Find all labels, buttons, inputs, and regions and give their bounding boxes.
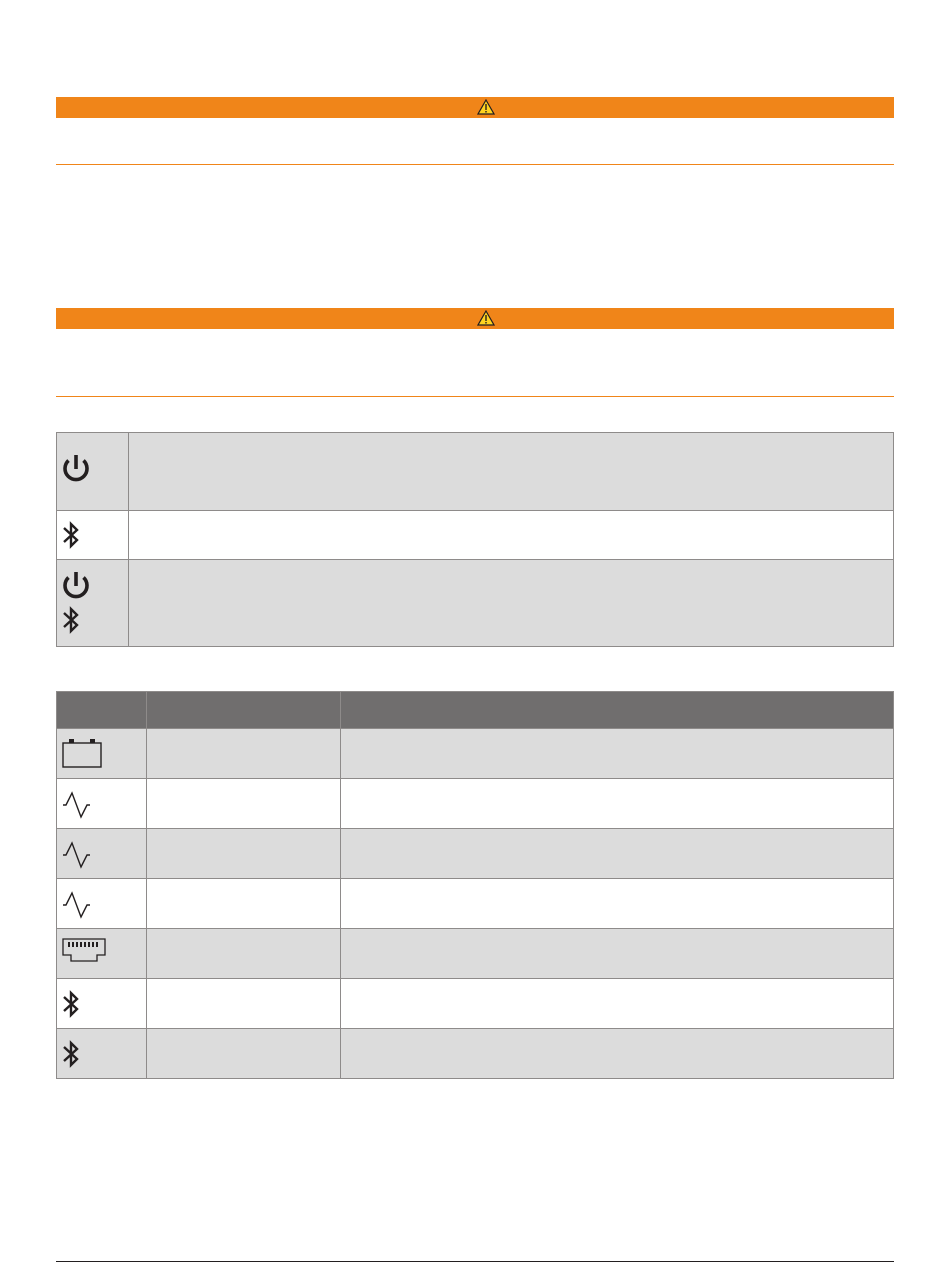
signal-wave-icon [57, 779, 146, 828]
table-row [57, 1029, 894, 1079]
name-cell [147, 1029, 341, 1079]
table-row [57, 929, 894, 979]
warning-banner [56, 308, 894, 329]
header-cell [147, 692, 341, 729]
table-header-row [57, 692, 894, 729]
description-cell [341, 829, 894, 879]
bluetooth-icon [57, 1029, 146, 1078]
description-cell [129, 511, 894, 560]
header-cell [341, 692, 894, 729]
description-cell [341, 729, 894, 779]
table-row [57, 829, 894, 879]
footer-divider [56, 1261, 894, 1262]
description-cell [341, 779, 894, 829]
button-table [56, 432, 894, 647]
warning-banner [56, 97, 894, 118]
description-cell [341, 979, 894, 1029]
icon-cell [57, 979, 147, 1029]
name-cell [147, 829, 341, 879]
icon-cell [57, 433, 129, 511]
description-cell [341, 1029, 894, 1079]
network-port-icon [57, 929, 146, 978]
name-cell [147, 979, 341, 1029]
icon-cell [57, 560, 129, 647]
table-row [57, 779, 894, 829]
battery-icon [57, 729, 146, 778]
table-row [57, 979, 894, 1029]
name-cell [147, 929, 341, 979]
table-row [57, 729, 894, 779]
name-cell [147, 879, 341, 929]
name-cell [147, 729, 341, 779]
connector-table [56, 691, 894, 1079]
bluetooth-icon [57, 979, 146, 1028]
table-row [57, 511, 894, 560]
icon-cell [57, 929, 147, 979]
warning-triangle-icon [477, 99, 495, 115]
icon-cell [57, 729, 147, 779]
bluetooth-icon [57, 603, 128, 646]
warning-divider [56, 396, 894, 397]
description-cell [129, 433, 894, 511]
table-row [57, 433, 894, 511]
description-cell [129, 560, 894, 647]
icon-cell [57, 779, 147, 829]
icon-cell [57, 879, 147, 929]
table-row [57, 879, 894, 929]
warning-triangle-icon [477, 310, 495, 326]
bluetooth-icon [57, 511, 128, 559]
icon-cell [57, 829, 147, 879]
power-icon [57, 560, 128, 603]
header-cell [57, 692, 147, 729]
description-cell [341, 929, 894, 979]
name-cell [147, 779, 341, 829]
table-row [57, 560, 894, 647]
power-icon [57, 433, 128, 510]
warning-divider [56, 164, 894, 165]
icon-cell [57, 511, 129, 560]
icon-cell [57, 1029, 147, 1079]
description-cell [341, 879, 894, 929]
signal-wave-icon [57, 829, 146, 878]
signal-wave-icon [57, 879, 146, 928]
